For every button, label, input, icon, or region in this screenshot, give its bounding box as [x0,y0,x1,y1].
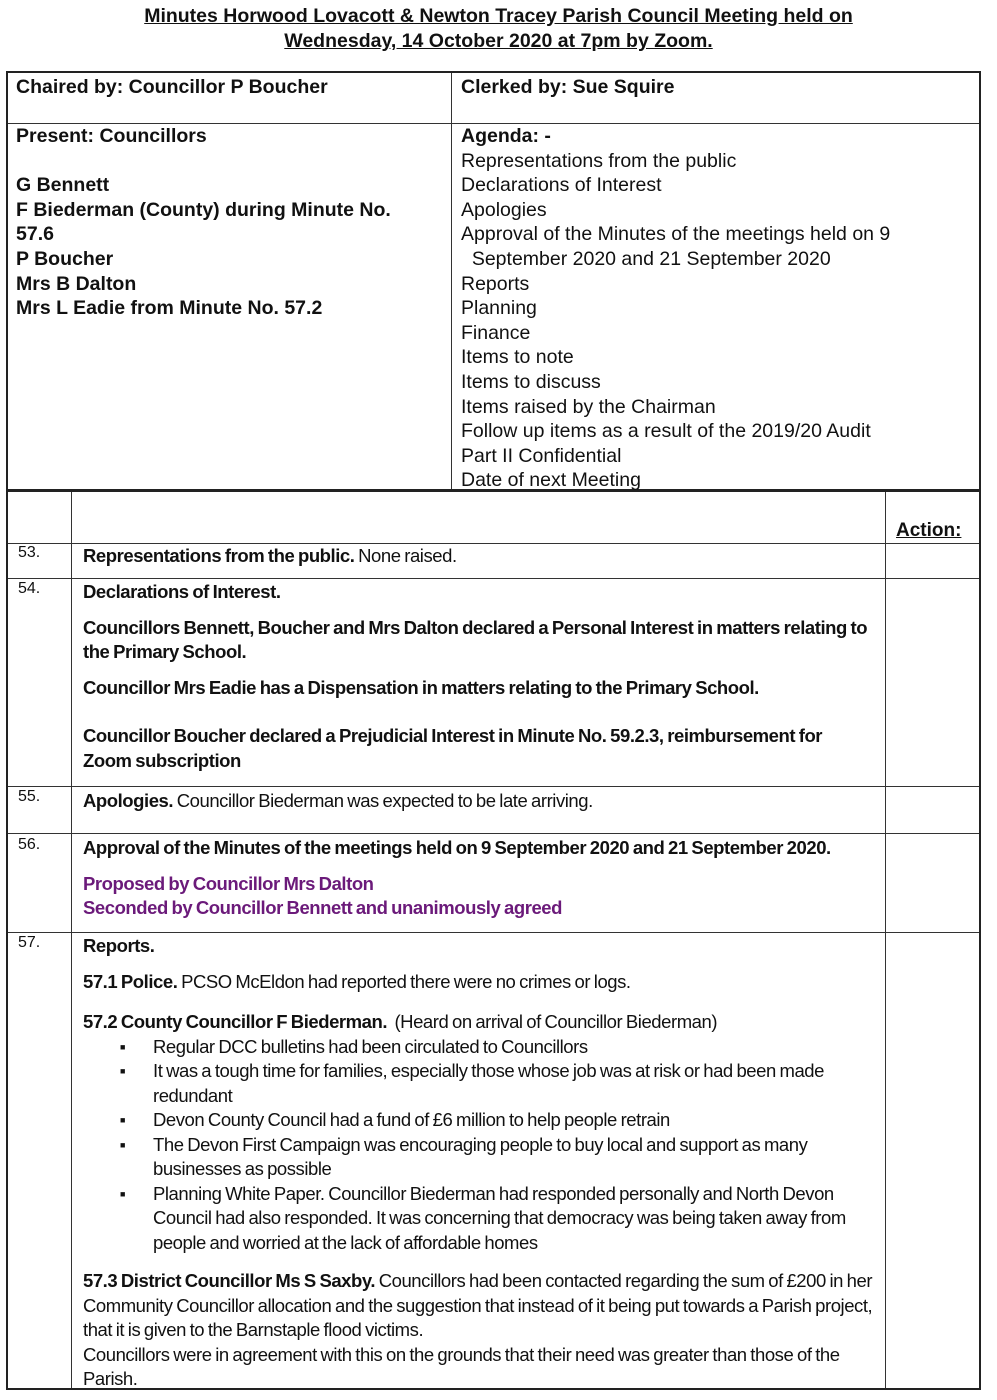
report-text: (Heard on arrival of Councillor Biederman) [387,1011,718,1032]
agenda-item: Items raised by the Chairman [461,395,716,418]
agenda-item: Follow up items as a result of the 2019/20 Audit [461,420,871,443]
agenda-item: September 2020 and 21 September 2020 [461,247,831,270]
present-heading: Present: Councillors [16,125,207,147]
report-text: PCSO McEldon had reported there were no crimes or logs. [177,970,631,992]
seconded-by: Seconded by Councillor Bennett and unanimously agreed [83,897,562,918]
minute-title: Apologies. [83,790,174,811]
report-title: 57.3 District Councillor Ms S Saxby. [83,1270,376,1291]
minute-number: 57. [18,934,41,951]
present-item: F Biederman (County) during Minute No. [16,198,391,221]
agenda-item: Declarations of Interest [461,174,662,197]
proposed-by: Proposed by Councillor Mrs Dalton [83,872,374,894]
minute-57 [83,934,873,1392]
minute-54 [83,580,873,773]
bullet-item: ■ Planning White Paper. Councillor Biederman had responded personally and North Devon Council had also responded. It was concerning that democracy was being taken away from people and worried at the lack of affordable homes [153,1182,873,1256]
agenda-list [461,124,976,493]
chaired-by: Chaired by: Councillor P Boucher [16,76,328,98]
present-list [16,124,446,321]
action-column-header: Action: [896,520,962,541]
report-title: 57.1 Police. [83,970,178,992]
agenda-heading: Agenda: - [461,125,551,147]
minute-paragraph: Councillor Mrs Eadie has a Dispensation in matters relating to the Primary School. [83,676,759,698]
bullet-item: ■ Devon County Council had a fund of £6 million to help people retrain [153,1108,873,1133]
agenda-item: Items to note [461,346,574,369]
minute-56 [83,836,873,921]
attendance-agenda-table [6,71,981,491]
title-line-2: Wednesday, 14 October 2020 at 7pm by Zoom. [284,30,713,52]
document-title [0,4,997,54]
column-divider [451,73,452,489]
bullet-item: ■ It was a tough time for families, especially those whose job was at risk or had been made redundant [153,1059,873,1108]
agenda-item: Items to discuss [461,370,601,393]
agenda-item: Approval of the Minutes of the meetings held on 9 [461,223,891,246]
minute-text: None raised. [354,545,457,566]
agenda-item: Part II Confidential [461,444,622,467]
minute-number: 53. [18,544,41,561]
clerked-by: Clerked by: Sue Squire [461,76,675,98]
agenda-item: Apologies [461,198,547,221]
minute-paragraph: Councillors Bennett, Boucher and Mrs Dalton declared a Personal Interest in matters relating to the Primary School. [83,616,868,662]
minutes-table [6,490,981,1390]
agenda-item: Date of next Meeting [461,469,641,492]
present-item: Mrs B Dalton [16,272,137,295]
minute-title: Approval of the Minutes of the meetings held on 9 September 2020 and 21 September 2020. [83,837,831,858]
agenda-item: Planning [461,297,537,320]
bullet-item: ■ Regular DCC bulletins had been circulated to Councillors [153,1035,873,1060]
agenda-item: Reports [461,272,530,295]
report-text: Councillors were in agreement with this on the grounds that their need was greater than those of the Parish. [83,1343,840,1389]
minute-55 [83,789,873,814]
title-line-1: Minutes Horwood Lovacott & Newton Tracey Parish Council Meeting held on [144,5,853,27]
minute-number: 55. [18,788,41,805]
minute-number: 54. [18,580,41,597]
present-item: G Bennett [16,174,110,197]
minute-title: Reports. [83,935,155,956]
report-title: 57.2 County Councillor F Biederman. [83,1011,388,1032]
report-text: Councillors had been contacted regarding the sum of £200 in her Community Councillor allocation and the suggestion that instead of it being put towards a Parish project, that it is given to the Barnstaple flood victims. [83,1270,873,1340]
minute-paragraph: Councillor Boucher declared a Prejudicial Interest in Minute No. 59.2.3, reimbursement for Zoom subscription [83,725,823,771]
bullet-item: ■ The Devon First Campaign was encouraging people to buy local and support as many businesses as possible [153,1133,873,1182]
minute-53 [83,544,873,569]
present-item: Mrs L Eadie from Minute No. 57.2 [16,297,323,320]
minute-title: Representations from the public. [83,545,355,566]
report-bullets [83,1035,873,1256]
number-column-divider [71,492,72,1388]
action-column-divider [885,492,886,1388]
minute-title: Declarations of Interest. [83,581,281,602]
minute-number: 56. [18,836,41,853]
agenda-item: Representations from the public [461,149,737,172]
agenda-item: Finance [461,321,531,344]
present-item: P Boucher [16,247,114,270]
minute-text: Councillor Biederman was expected to be late arriving. [173,790,593,811]
present-item: 57.6 [16,223,54,246]
